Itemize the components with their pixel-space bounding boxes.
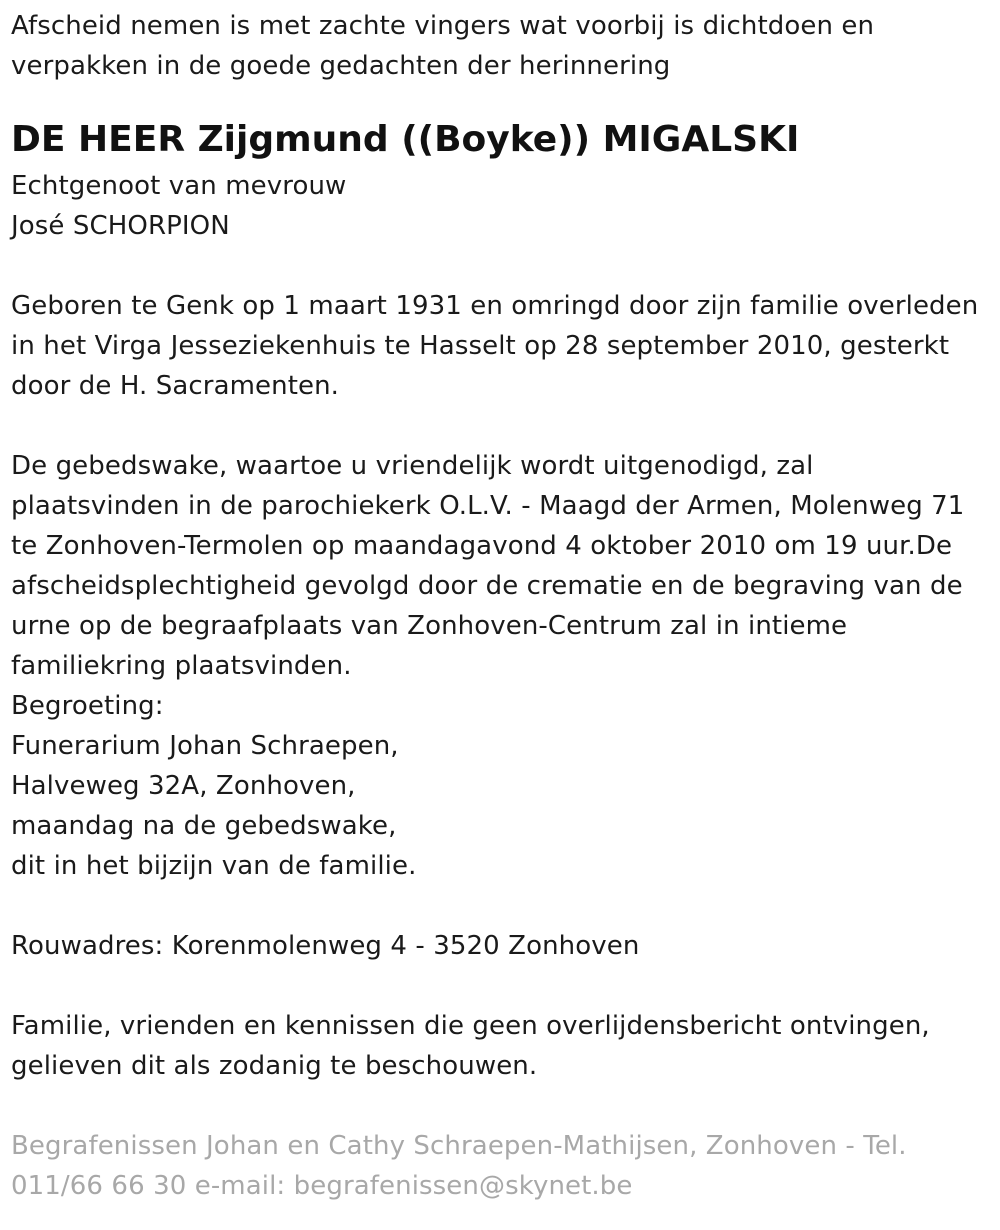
birth-death-paragraph: [11, 286, 1000, 406]
paragraph-line: gelieven dit als zodanig te beschouwen.: [11, 1051, 538, 1081]
ceremony-paragraph: [11, 446, 1000, 686]
spacer: [11, 246, 1000, 286]
greeting-line: Halveweg 32A, Zonhoven,: [11, 771, 356, 801]
paragraph-line: Geboren te Genk op 1 maart 1931 en omringd door zijn familie overleden: [11, 291, 979, 321]
footer-line: Begrafenissen Johan en Cathy Schraepen-Mathijsen, Zonhoven - Tel.: [11, 1131, 907, 1161]
funeral-home-footer: [11, 1126, 1000, 1206]
paragraph-line: door de H. Sacramenten.: [11, 371, 340, 401]
motto-line: verpakken in de goede gedachten der herinnering: [11, 51, 671, 81]
paragraph-line: De gebedswake, waartoe u vriendelijk wordt uitgenodigd, zal: [11, 451, 814, 481]
footer-contact: 011/66 66 30 e-mail: begrafenissen@skynet.be: [11, 1171, 633, 1201]
spacer: [11, 966, 1000, 1006]
mourning-address: Rouwadres: Korenmolenweg 4 - 3520 Zonhoven: [11, 931, 640, 961]
spacer: [11, 1086, 1000, 1126]
paragraph-line: urne op de begraafplaats van Zonhoven-Centrum zal in intieme: [11, 611, 848, 641]
spacer: [11, 886, 1000, 926]
spouse-info: [11, 166, 1000, 246]
paragraph-line: familiekring plaatsvinden.: [11, 651, 352, 681]
greeting-label: Begroeting:: [11, 691, 164, 721]
deceased-name: DE HEER Zijgmund ((Boyke)) MIGALSKI: [11, 119, 800, 160]
paragraph-line: te Zonhoven-Termolen op maandagavond 4 oktober 2010 om 19 uur.De: [11, 531, 953, 561]
greeting-line: Funerarium Johan Schraepen,: [11, 731, 399, 761]
spouse-name: José SCHORPION: [11, 211, 230, 241]
paragraph-line: afscheidsplechtigheid gevolgd door de crematie en de begraving van de: [11, 571, 963, 601]
greeting-line: dit in het bijzijn van de familie.: [11, 851, 417, 881]
greeting-block: [11, 686, 1000, 886]
paragraph-line: in het Virga Jesseziekenhuis te Hasselt op 28 september 2010, gesterkt: [11, 331, 950, 361]
motto: [11, 6, 1000, 86]
paragraph-line: plaatsvinden in de parochiekerk O.L.V. - Maagd der Armen, Molenweg 71: [11, 491, 965, 521]
greeting-line: maandag na de gebedswake,: [11, 811, 397, 841]
motto-line: Afscheid nemen is met zachte vingers wat voorbij is dichtdoen en: [11, 11, 875, 41]
spouse-line: Echtgenoot van mevrouw: [11, 171, 347, 201]
spacer: [11, 406, 1000, 446]
notice-paragraph: [11, 1006, 1000, 1086]
paragraph-line: Familie, vrienden en kennissen die geen overlijdensbericht ontvingen,: [11, 1011, 930, 1041]
